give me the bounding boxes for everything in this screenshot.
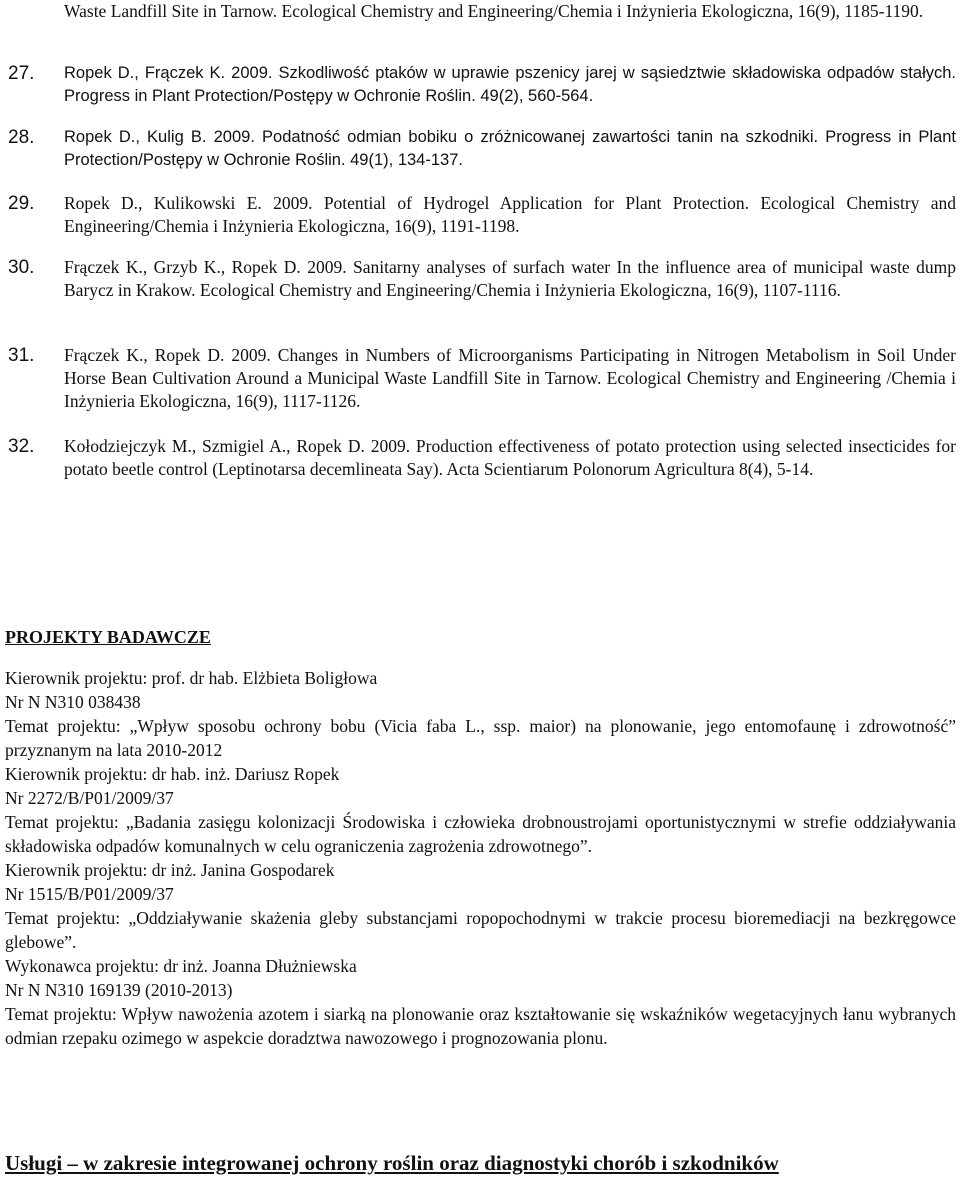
reference-item-32 (8, 435, 956, 481)
project-topic-line: Temat projektu: „Wpływ sposobu ochrony bobu (Vicia faba L., ssp. maior) na plonowanie, jego entomofaunę i zdrowotność” przyznanym na lata 2010-2012 (5, 716, 956, 760)
services-heading (5, 1151, 779, 1176)
reference-text: Frączek K., Ropek D. 2009. Changes in Numbers of Microorganisms Participating in Nitrogen Metabolism in Soil Under Horse Bean Cultivation Around a Municipal Waste Landfill Site in Tarnow. Ecological Chemistry and Engineering /Chemia i Inżynieria Ekologiczna, 16(9), 1117-1126. (64, 345, 956, 411)
reference-number: 31. (8, 345, 35, 366)
reference-continuation-text: Waste Landfill Site in Tarnow. Ecological Chemistry and Engineering/Chemia i Inżynieria Ekologiczna, 16(9), 1185-1190. (64, 1, 924, 21)
reference-item-31 (8, 344, 956, 413)
reference-item-27 (8, 62, 956, 108)
reference-number: 27. (8, 63, 35, 84)
project-manager-line: Kierownik projektu: prof. dr hab. Elżbieta Boligłowa (5, 668, 378, 688)
reference-item-30 (8, 256, 956, 302)
project-contractor-line: Wykonawca projektu: dr inż. Joanna Dłużniewska (5, 956, 357, 976)
project-number-line: Nr 2272/B/P01/2009/37 (5, 788, 174, 808)
project-manager-line: Kierownik projektu: dr hab. inż. Dariusz Ropek (5, 764, 340, 784)
reference-text: Ropek D., Kulig B. 2009. Podatność odmian bobiku o zróżnicowanej zawartości tanin na szkodniki. Progress in Plant Protection/Postępy w Ochronie Roślin. 49(1), 134-137. (64, 128, 956, 169)
project-number-line: Nr N N310 038438 (5, 692, 141, 712)
reference-text: Ropek D., Kulikowski E. 2009. Potential of Hydrogel Application for Plant Protection. Ecological Chemistry and Engineering/Chemia i Inżynieria Ekologiczna, 16(9), 1191-1198. (64, 193, 956, 236)
project-topic-line: Temat projektu: „Oddziaływanie skażenia gleby substancjami ropopochodnymi w trakcie procesu bioremediacji na bezkręgowce glebowe”. (5, 908, 956, 952)
reference-item-28 (8, 126, 956, 172)
projects-list (5, 666, 956, 1050)
reference-text: Kołodziejczyk M., Szmigiel A., Ropek D. 2009. Production effectiveness of potato protection using selected insecticides for potato beetle control (Leptinotarsa decemlineata Say). Acta Scientiarum Polonorum Agricultura 8(4), 5-14. (64, 436, 956, 479)
project-topic-line: Temat projektu: Wpływ nawożenia azotem i siarką na plonowanie oraz kształtowanie się wskaźników wegetacyjnych łanu wybranych odmian rzepaku ozimego w aspekcie doradztwa nawozowego i prognozowania plonu. (5, 1004, 956, 1048)
reference-text: Frączek K., Grzyb K., Ropek D. 2009. Sanitarny analyses of surfach water In the influence area of municipal waste dump Barycz in Krakow. Ecological Chemistry and Engineering/Chemia i Inżynieria Ekologiczna, 16(9), 1107-1116. (64, 257, 956, 300)
reference-number: 30. (8, 257, 35, 278)
reference-text: Ropek D., Frączek K. 2009. Szkodliwość ptaków w uprawie pszenicy jarej w sąsiedztwie składowiska odpadów stałych. Progress in Plant Protection/Postępy w Ochronie Roślin. 49(2), 560-564. (64, 64, 956, 105)
reference-continuation (64, 0, 956, 23)
reference-number: 28. (8, 127, 35, 148)
projects-heading: PROJEKTY BADAWCZE (5, 627, 211, 647)
project-number-line: Nr 1515/B/P01/2009/37 (5, 884, 174, 904)
project-topic-line: Temat projektu: „Badania zasięgu kolonizacji Środowiska i człowieka drobnoustrojami oportunistycznymi w strefie oddziaływania składowiska odpadów komunalnych w celu ograniczenia zagrożenia zdrowotnego”. (5, 812, 956, 856)
reference-number: 29. (8, 193, 35, 214)
project-number-line: Nr N N310 169139 (2010-2013) (5, 980, 233, 1000)
reference-item-29 (8, 192, 956, 238)
services-heading-text: Usługi – w zakresie integrowanej ochrony roślin oraz diagnostyki chorób i szkodników (5, 1151, 779, 1175)
reference-number: 32. (8, 436, 35, 457)
project-manager-line: Kierownik projektu: dr inż. Janina Gospodarek (5, 860, 335, 880)
